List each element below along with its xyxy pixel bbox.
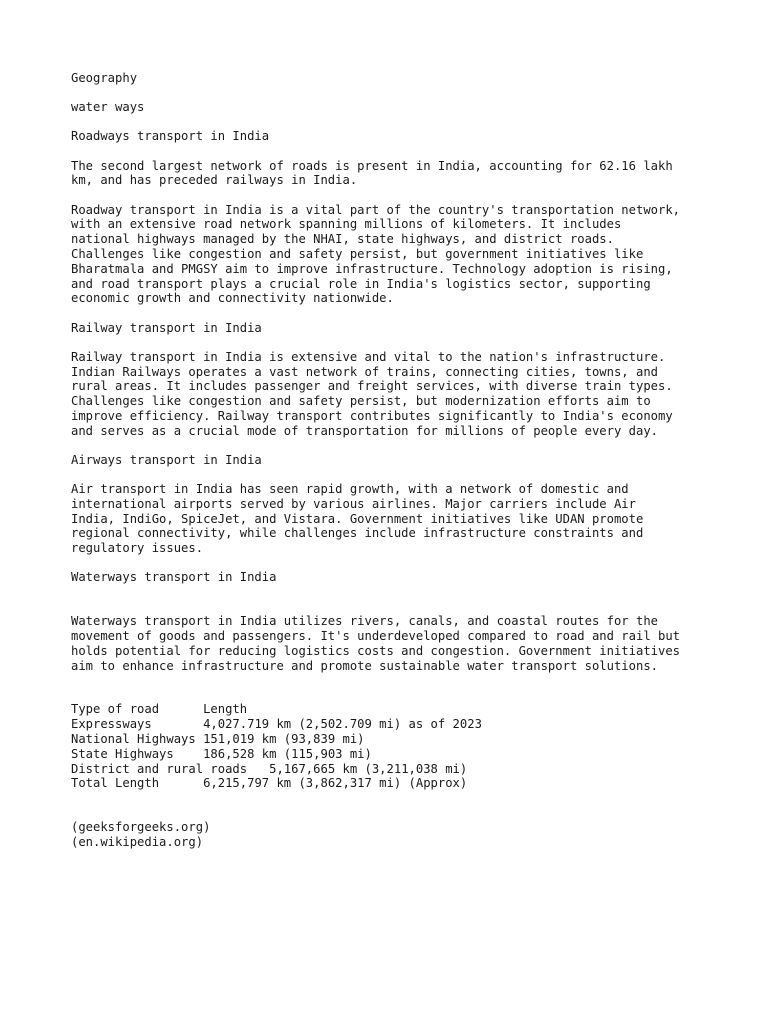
waterways-body: Waterways transport in India utilizes rivers, canals, and coastal routes for the movement of goods and passengers. It's underdeveloped compared to road and rail but holds potential for reducing logistics costs and congestion. Government initiatives aim to enhance infrastructure and promote sustainable water transport solutions. bbox=[71, 614, 681, 673]
roadways-intro: The second largest network of roads is present in India, accounting for 62.16 lakh km, and has preceded railways in India. bbox=[71, 158, 673, 188]
heading-water-ways: water ways bbox=[71, 100, 145, 115]
source-wikipedia: (en.wikipedia.org) bbox=[71, 835, 204, 849]
road-table-row: Expressways 4,027.719 km (2,502.709 mi) as of 2023 bbox=[71, 717, 482, 732]
railways-body: Railway transport in India is extensive and vital to the nation's infrastructure. Indian Railways operates a vast network of trains, connecting cities, towns, and rural areas. It includes passenger and freight services, with diverse train types. Challenges like congestion and safety persist, but modernization efforts aim to improve efficiency. Railway transport contributes significantly to India's economy and serves as a crucial mode of transportation for millions of people every day. bbox=[71, 349, 673, 438]
roadways-body: Roadway transport in India is a vital part of the country's transportation network, with an extensive road network spanning millions of kilometers. It includes national highways managed by the NHAI, state highways, and district roads. Challenges like congestion and safety persist, but government initiatives like Bharatmala and PMGSY aim to improve infrastructure. Technology adoption is rising, and road transport plays a crucial role in India's logistics sector, supporting economic growth and connectivity nationwide. bbox=[71, 202, 681, 306]
road-table-row: District and rural roads 5,167,665 km (3,211,038 mi) bbox=[71, 761, 468, 776]
heading-roadways: Roadways transport in India bbox=[71, 129, 270, 144]
road-table-row: Total Length 6,215,797 km (3,862,317 mi) (Approx) bbox=[71, 776, 468, 791]
source-geeksforgeeks: (geeksforgeeks.org) bbox=[71, 820, 211, 835]
heading-waterways: Waterways transport in India bbox=[71, 570, 277, 585]
airways-body: Air transport in India has seen rapid growth, with a network of domestic and international airports served by various airlines. Major carriers include Air India, IndiGo, SpiceJet, and Vistara. Government initiatives like UDAN promote regional connectivity, while challenges include infrastructure constraints and regulatory issues. bbox=[71, 482, 644, 556]
document-page bbox=[71, 71, 731, 850]
heading-railways: Railway transport in India bbox=[71, 320, 262, 335]
road-table-header: Type of road Length bbox=[71, 702, 248, 717]
sources-list bbox=[71, 820, 731, 850]
road-length-table bbox=[71, 702, 731, 791]
heading-geography: Geography bbox=[71, 71, 138, 85]
heading-airways: Airways transport in India bbox=[71, 452, 262, 467]
road-table-row: State Highways 186,528 km (115,903 mi) bbox=[71, 746, 372, 761]
road-table-row: National Highways 151,019 km (93,839 mi) bbox=[71, 732, 365, 747]
